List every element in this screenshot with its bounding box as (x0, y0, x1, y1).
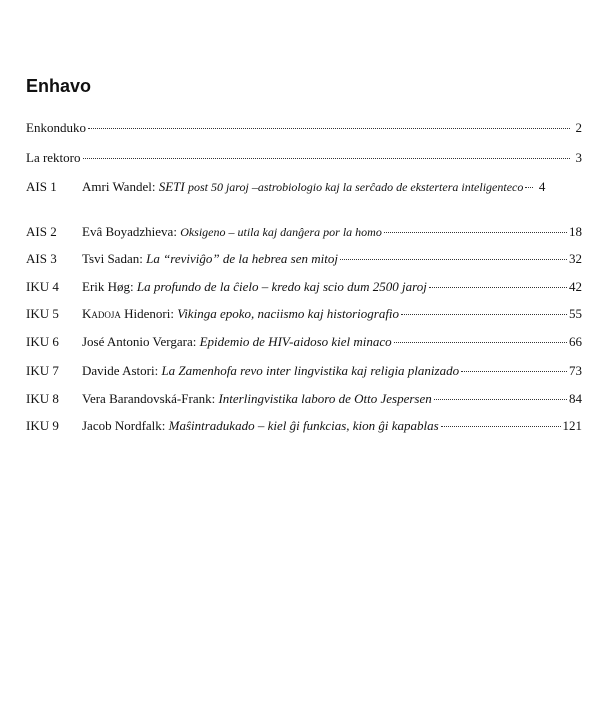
dot-leader (461, 371, 567, 372)
toc-entry-title: Enkonduko (26, 120, 86, 135)
entry-code: IKU 4 (26, 279, 59, 294)
dot-leader (384, 232, 567, 233)
toc-entry-iku-5[interactable] (26, 306, 582, 321)
entry-code: IKU 7 (26, 363, 59, 378)
toc-entry-iku-4[interactable] (26, 279, 582, 294)
dot-leader (429, 287, 567, 288)
entry-code: IKU 6 (26, 334, 59, 349)
toc-entry-ais-3[interactable] (26, 251, 582, 266)
page-number: 73 (569, 363, 582, 378)
dot-leader (441, 426, 561, 427)
toc-entry-ais-2[interactable] (26, 224, 582, 240)
entry-title-part: post 50 jaroj – (187, 180, 258, 194)
entry-title-part: SETI (158, 179, 185, 194)
entry-code: AIS 2 (26, 224, 57, 239)
entry-title: Maŝintradukado – kiel ĝi funkcias, kion ĝi kapablas (168, 418, 439, 433)
page-number: 3 (575, 150, 582, 165)
entry-author: José Antonio Vergara: (82, 334, 197, 349)
toc-entry-title: La rektoro (26, 150, 81, 165)
toc-entry-iku-6[interactable] (26, 334, 582, 349)
entry-title: La profundo de la ĉielo – kredo kaj scio dum 2500 jaroj (136, 279, 427, 294)
page-title: Enhavo (26, 76, 92, 96)
entry-author: Amri Wandel: (82, 179, 156, 194)
page-number: 2 (575, 120, 582, 135)
entry-code: IKU 8 (26, 391, 59, 406)
dot-leader (394, 342, 567, 343)
dot-leader (434, 399, 567, 400)
entry-author: Vera Barandovská-Frank: (82, 391, 216, 406)
page-number: 32 (569, 251, 582, 266)
entry-author-surname: Kadoja (82, 306, 121, 321)
page-number: 18 (569, 224, 582, 239)
toc-entry-iku-9[interactable] (26, 418, 582, 433)
entry-author: Erik Høg: (82, 279, 134, 294)
dot-leader (340, 259, 567, 260)
entry-title: Epidemio de HIV-aidoso kiel minaco (199, 334, 392, 349)
dot-leader (88, 128, 570, 129)
page-number: 55 (569, 306, 582, 321)
entry-author: Hidenori: (124, 306, 174, 321)
toc-entry-iku-8[interactable] (26, 391, 582, 406)
entry-author: Davide Astori: (82, 363, 159, 378)
dot-leader (525, 187, 533, 188)
entry-author: Jacob Nordfalk: (82, 418, 166, 433)
entry-code: IKU 9 (26, 418, 59, 433)
toc-entry-enkonduko[interactable] (26, 120, 582, 135)
entry-title: Oksigeno – utila kaj danĝera por la homo (180, 225, 382, 239)
entry-author: Evâ Boyadzhieva: (82, 224, 177, 239)
toc-entry-iku-7[interactable] (26, 363, 582, 378)
entry-title: Interlingvistika laboro de Otto Jespersen (218, 391, 432, 406)
page-number: 4 (538, 179, 546, 194)
dot-leader (401, 314, 567, 315)
entry-title: La Zamenhofa revo inter lingvistika kaj religia planizado (161, 363, 460, 378)
entry-code: IKU 5 (26, 306, 59, 321)
entry-title: Vikinga epoko, naciismo kaj historiografio (177, 306, 400, 321)
entry-code: AIS 1 (26, 179, 57, 194)
entry-code: AIS 3 (26, 251, 57, 266)
page-number: 121 (562, 418, 582, 433)
page-number: 42 (569, 279, 582, 294)
page-number: 66 (569, 334, 582, 349)
entry-title: La “reviviĝo” de la hebrea sen mitoj (146, 251, 338, 266)
entry-title-line2: astrobiologio kaj la serĉado de ekstertera inteligenteco (257, 180, 524, 194)
toc-entry-la-rektoro[interactable] (26, 150, 582, 165)
page-number: 84 (569, 391, 582, 406)
dot-leader (83, 158, 570, 159)
toc-entry-ais-1[interactable] (26, 179, 582, 195)
entry-author: Tsvi Sadan: (82, 251, 143, 266)
